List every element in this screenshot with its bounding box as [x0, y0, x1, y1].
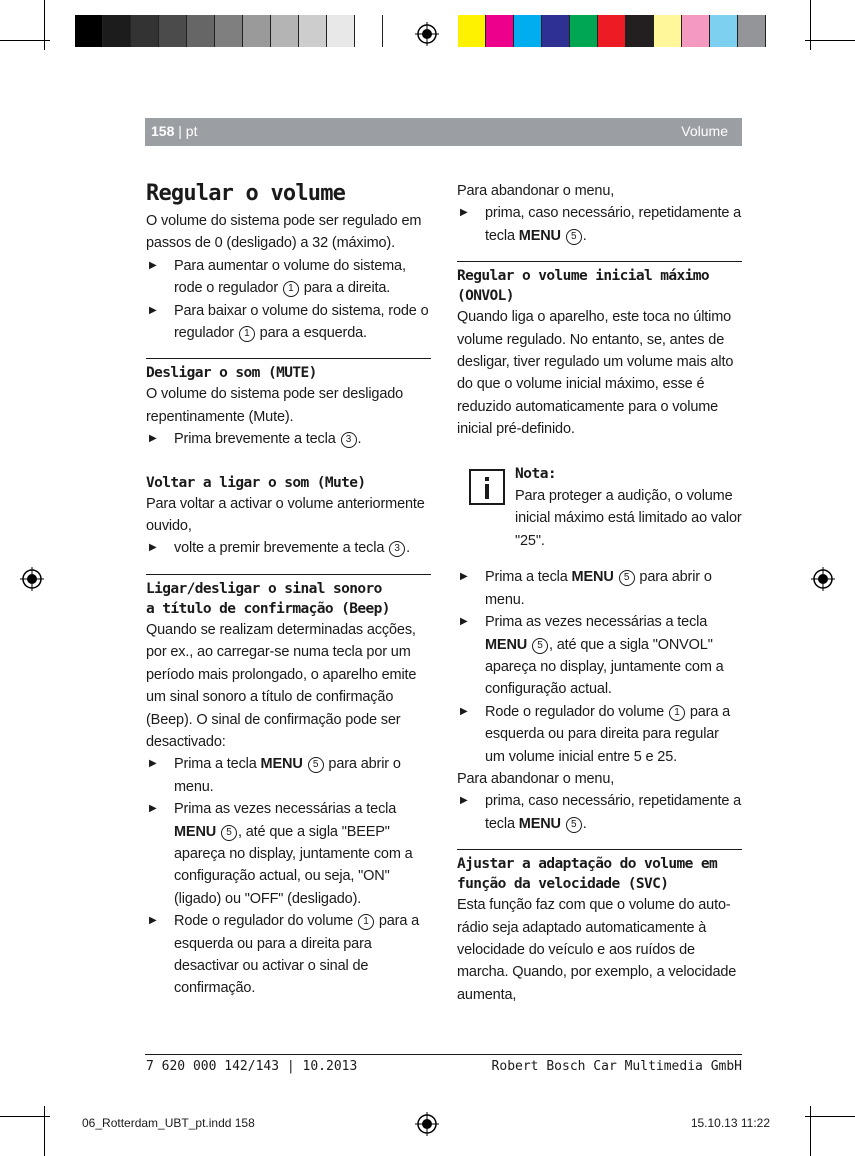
menu-key-label: MENU [518, 815, 561, 832]
color-swatch [131, 15, 159, 47]
subsection-mute [146, 358, 431, 450]
process-color-bar [458, 15, 766, 47]
list-item: ▶ Prima brevemente a tecla 3 . [146, 428, 431, 450]
subsection-onvol [457, 261, 742, 835]
step-list [146, 255, 431, 345]
crop-mark [44, 1106, 45, 1156]
subsection-beep [146, 574, 431, 1000]
menu-key-label: MENU [571, 569, 614, 586]
color-swatch [215, 15, 243, 47]
step-list [457, 790, 742, 835]
list-item: ▶ Rode o regulador do volume 1 para a esquerda ou para a direita para desactivar ou activar o sinal de confirmação. [146, 910, 431, 1000]
list-item: ▶ Prima a tecla MENU 5 para abrir o menu. [146, 753, 431, 798]
list-item: ▶ Prima as vezes necessárias a tecla MENU 5 , até que a sigla "BEEP" apareça no display, juntamente com a configuração actual, ou seja, "ON" (ligado) ou "OFF" (desligado). [146, 798, 431, 910]
list-item: ▶ prima, caso necessário, repetidamente a tecla MENU 5 . [457, 790, 742, 835]
paragraph: Quando se realizam determinadas acções, por ex., ao carregar-se numa tecla por um período mais prolongado, o aparelho emite um sinal sonoro a título de confirmação (Beep). O sinal de confirmação pode ser desactivado: [146, 621, 417, 750]
color-swatch [271, 15, 299, 47]
menu-key-label: MENU [174, 823, 217, 840]
color-swatch [598, 15, 626, 47]
control-number: 5 [308, 757, 324, 773]
control-number: 5 [532, 638, 548, 654]
crop-mark [805, 40, 855, 41]
footer-divider [145, 1054, 742, 1055]
crop-mark [810, 1106, 811, 1156]
control-number: 3 [389, 541, 405, 557]
subsection-title: Regular o volume inicial máximo (ONVOL) [457, 268, 710, 305]
crop-mark [44, 0, 45, 50]
subsection-title: Desligar o som (MUTE) [146, 365, 317, 382]
slug-file-name: 06_Rotterdam_UBT_pt.indd 158 [82, 1116, 255, 1130]
registration-mark-icon [415, 22, 439, 46]
crop-mark [0, 1116, 50, 1117]
step-list [146, 753, 431, 999]
color-swatch [514, 15, 542, 47]
paragraph: Esta função faz com que o volume do auto-rádio seja adaptado automaticamente à velocidade do veículo e aos ruídos de marcha. Quando, por exemplo, a velocidade aumenta, [457, 897, 737, 1003]
list-item: ▶ prima, caso necessário, repetidamente a tecla MENU 5 . [457, 202, 742, 247]
control-number: 1 [283, 281, 299, 297]
menu-key-label: MENU [518, 227, 561, 244]
color-swatch [542, 15, 570, 47]
color-swatch [327, 15, 355, 47]
subsection-title: Voltar a ligar o som (Mute) [146, 474, 366, 491]
registration-mark-icon [20, 567, 44, 591]
list-item: ▶ Rode o regulador do volume 1 para a esquerda ou para direita para regular um volume inicial entre 5 e 25. [457, 701, 742, 768]
step-list [146, 537, 431, 559]
control-number: 1 [239, 326, 255, 342]
control-number: 1 [358, 914, 374, 930]
control-number: 5 [221, 825, 237, 841]
registration-mark-icon [811, 567, 835, 591]
list-item: ▶ Para baixar o volume do sistema, rode o regulador 1 para a esquerda. [146, 300, 431, 345]
control-number: 5 [566, 817, 582, 833]
color-swatch [355, 15, 383, 47]
subsection-unmute [146, 473, 431, 560]
document-number: 7 620 000 142/143 | 10.2013 [146, 1059, 358, 1074]
color-swatch [159, 15, 187, 47]
page-header [145, 118, 742, 146]
paragraph: O volume do sistema pode ser regulado em passos de 0 (desligado) a 32 (máximo). [146, 213, 422, 252]
subsection-title: Ajustar a adaptação do volume em função da velocidade (SVC) [457, 856, 718, 893]
color-swatch [103, 15, 131, 47]
control-number: 5 [619, 570, 635, 586]
list-item: ▶ volte a premir brevemente a tecla 3 . [146, 537, 431, 559]
page-number: 158 | pt [151, 123, 198, 139]
list-item: ▶ Prima a tecla MENU 5 para abrir o menu. [457, 566, 742, 611]
color-swatch [738, 15, 766, 47]
color-swatch [458, 15, 486, 47]
info-icon [469, 469, 505, 505]
language-code: | pt [178, 123, 198, 139]
list-item: ▶ Prima as vezes necessárias a tecla MENU 5 , até que a sigla "ONVOL" apareça no display, juntamente com a configuração actual. [457, 611, 742, 701]
paragraph: Quando liga o aparelho, este toca no último volume regulado. No entanto, se, antes de desligar, tiver regulado um volume mais alto do que o volume inicial máximo, esse é reduzido automaticamente para o volume inicial pré-definido. [457, 309, 734, 438]
step-list [457, 566, 742, 768]
subsection-title: Ligar/desligar o sinal sonoro a título de confirmação (Beep) [146, 580, 390, 617]
color-swatch [682, 15, 710, 47]
print-slug [66, 1110, 786, 1138]
paragraph: Para abandonar o menu, [457, 770, 615, 787]
menu-key-label: MENU [260, 756, 303, 773]
note-text: Para proteger a audição, o volume inicial máximo está limitado ao valor "25". [515, 488, 742, 549]
left-column [146, 180, 431, 1000]
slug-date: 15.10.13 11:22 [690, 1116, 770, 1130]
color-swatch [486, 15, 514, 47]
color-swatch [243, 15, 271, 47]
list-item: ▶ Para aumentar o volume do sistema, rode o regulador 1 para a direita. [146, 255, 431, 300]
chapter-title: Volume [681, 123, 728, 139]
section-title: Regular o volume [146, 181, 346, 206]
control-number: 1 [669, 705, 685, 721]
note-title: Nota: [515, 465, 557, 482]
gray-color-bar [75, 15, 383, 47]
menu-key-label: MENU [485, 636, 528, 653]
paragraph: Para voltar a activar o volume anteriormente ouvido, [146, 495, 425, 535]
color-swatch [626, 15, 654, 47]
color-swatch [75, 15, 103, 47]
crop-mark [0, 40, 50, 41]
color-swatch [654, 15, 682, 47]
color-swatch [187, 15, 215, 47]
control-number: 3 [341, 432, 357, 448]
company-name: Robert Bosch Car Multimedia GmbH [491, 1059, 742, 1074]
paragraph: Para abandonar o menu, [457, 183, 615, 199]
crop-mark [810, 0, 811, 50]
paragraph: O volume do sistema pode ser desligado repentinamente (Mute). [146, 386, 404, 425]
color-swatch [710, 15, 738, 47]
color-swatch [299, 15, 327, 47]
subsection-svc [457, 849, 742, 1006]
right-column [457, 180, 742, 1006]
control-number: 5 [566, 229, 582, 245]
crop-mark [805, 1116, 855, 1117]
color-swatch [570, 15, 598, 47]
note-box [457, 463, 742, 553]
step-list [146, 428, 431, 450]
step-list [457, 202, 742, 247]
